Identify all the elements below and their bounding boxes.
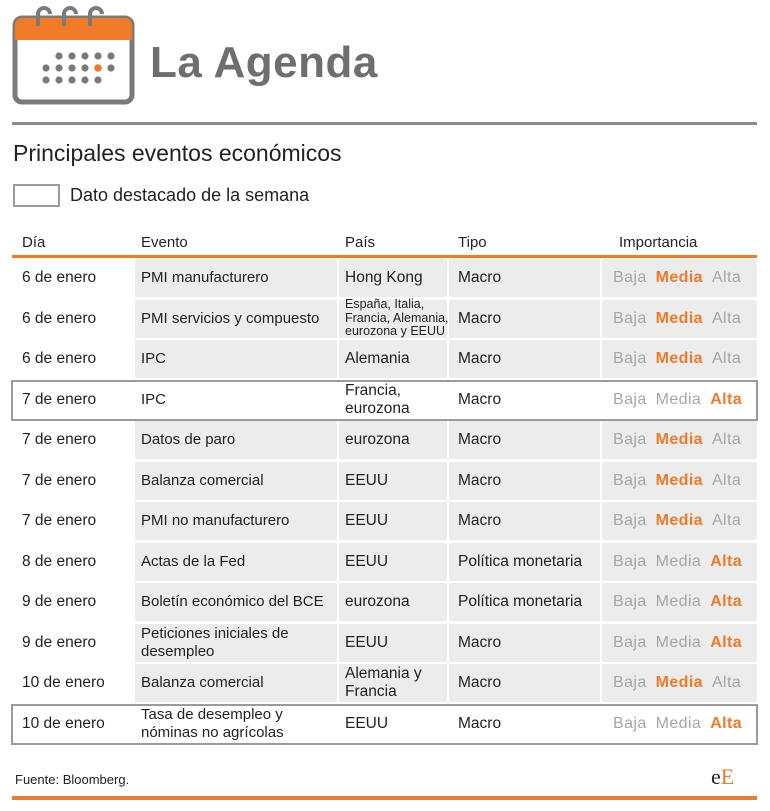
- table-row: [12, 259, 757, 300]
- source-note: Fuente: Bloomberg.: [15, 772, 130, 787]
- top-divider: [12, 122, 757, 125]
- cell-evento: Tasa de desempleo y nóminas no agrícolas: [141, 706, 284, 741]
- publisher-logo: [711, 764, 734, 790]
- cell-pais: EEUU: [345, 552, 389, 570]
- cell-evento: PMI no manufacturero: [141, 512, 290, 530]
- table-body: [12, 259, 757, 745]
- table-row: [12, 462, 757, 503]
- importance-alta: Alta: [710, 633, 743, 651]
- importance-baja: Baja: [613, 633, 647, 651]
- cell-evento: Datos de paro: [141, 431, 236, 449]
- importance-alta: Alta: [711, 431, 742, 448]
- importance-alta: Alta: [711, 471, 742, 489]
- cell-pais: EEUU: [345, 714, 389, 732]
- cell-dia: 10 de enero: [22, 674, 105, 692]
- cell-dia: 6 de enero: [22, 269, 97, 287]
- importance-baja: Baja: [613, 593, 647, 610]
- table-row: [12, 421, 757, 462]
- importance-baja: Baja: [613, 512, 647, 529]
- cell-dia: 9 de enero: [22, 593, 97, 611]
- importance-media: Media: [655, 471, 703, 489]
- cell-evento: Balanza comercial: [141, 674, 264, 692]
- cell-pais: EEUU: [345, 633, 389, 651]
- importance-baja: Baja: [613, 552, 647, 570]
- cell-tipo: Macro: [458, 350, 502, 368]
- cell-dia: 10 de enero: [22, 714, 105, 732]
- cell-evento: PMI manufacturero: [141, 269, 269, 287]
- column-header-pais: País: [345, 234, 376, 251]
- cell-dia: 6 de enero: [22, 350, 97, 368]
- cell-importancia: [613, 543, 742, 581]
- cell-dia: 8 de enero: [22, 552, 97, 570]
- importance-alta: Alta: [711, 674, 742, 691]
- importance-alta: Alta: [710, 593, 743, 610]
- importance-alta: Alta: [711, 269, 742, 286]
- importance-alta: Alta: [710, 714, 743, 732]
- cell-evento: Actas de la Fed: [141, 552, 246, 570]
- cell-importancia: [613, 381, 742, 419]
- cell-pais: EEUU: [345, 471, 389, 489]
- cell-dia: 7 de enero: [22, 431, 97, 449]
- table-row: [12, 296, 757, 341]
- legend-label: Dato destacado de la semana: [70, 185, 310, 205]
- cell-tipo: Macro: [458, 674, 502, 692]
- importance-baja: Baja: [613, 350, 647, 367]
- cell-pais: eurozona: [345, 593, 410, 611]
- cell-importancia: [613, 624, 742, 662]
- cell-evento: IPC: [141, 390, 167, 408]
- header: [0, 0, 770, 122]
- cell-dia: 6 de enero: [22, 309, 97, 327]
- importance-alta: Alta: [711, 512, 742, 529]
- cell-evento: IPC: [141, 350, 167, 368]
- cell-importancia: [613, 340, 741, 378]
- cell-dia: 7 de enero: [22, 471, 97, 489]
- cell-importancia: [613, 259, 741, 297]
- cell-tipo: Macro: [458, 512, 502, 530]
- cell-evento: Peticiones iniciales de desempleo: [141, 625, 289, 660]
- importance-media: Media: [655, 309, 703, 327]
- cell-tipo: Macro: [458, 269, 502, 287]
- legend-swatch: [13, 184, 60, 207]
- events-table: [12, 228, 757, 745]
- importance-media: Media: [655, 512, 703, 529]
- cell-tipo: Macro: [458, 633, 502, 651]
- table-row: [12, 624, 757, 665]
- table-row-highlighted: [12, 381, 757, 422]
- bottom-divider: [12, 796, 757, 800]
- table-row-highlighted: [12, 705, 757, 746]
- importance-media: Media: [655, 552, 702, 570]
- column-header-importancia: Importancia: [619, 234, 698, 251]
- importance-alta: Alta: [710, 552, 743, 570]
- importance-baja: Baja: [613, 431, 647, 448]
- importance-baja: Baja: [613, 471, 647, 489]
- importance-media: Media: [655, 674, 703, 691]
- cell-dia: 7 de enero: [22, 390, 97, 408]
- importance-baja: Baja: [613, 269, 647, 286]
- cell-importancia: [613, 421, 741, 459]
- cell-importancia: [613, 705, 742, 743]
- cell-evento: Boletín económico del BCE: [141, 593, 324, 611]
- importance-baja: Baja: [613, 674, 647, 691]
- cell-pais: España, Italia, Francia, Alemania, eurozona y EEUU: [345, 296, 449, 339]
- cell-importancia: [613, 583, 742, 621]
- cell-pais: Hong Kong: [345, 269, 423, 287]
- cell-tipo: Macro: [458, 309, 502, 327]
- importance-alta: Alta: [711, 350, 742, 367]
- cell-pais: EEUU: [345, 512, 389, 530]
- cell-pais: Francia, eurozona: [345, 381, 410, 417]
- table-row: [12, 664, 757, 705]
- cell-tipo: Macro: [458, 431, 502, 449]
- table-row: [12, 583, 757, 624]
- cell-dia: 7 de enero: [22, 512, 97, 530]
- importance-media: Media: [655, 390, 702, 408]
- cell-tipo: Política monetaria: [458, 552, 583, 570]
- importance-media: Media: [655, 714, 702, 732]
- cell-importancia: [613, 502, 741, 540]
- importance-media: Media: [655, 431, 703, 448]
- column-header-dia: Día: [22, 234, 46, 251]
- cell-pais: Alemania: [345, 350, 410, 368]
- cell-importancia: [613, 664, 741, 702]
- importance-alta: Alta: [710, 390, 743, 408]
- table-row: [12, 543, 757, 584]
- column-header-evento: Evento: [141, 234, 188, 251]
- cell-tipo: Macro: [458, 471, 502, 489]
- cell-tipo: Macro: [458, 390, 502, 408]
- cell-tipo: Política monetaria: [458, 593, 583, 611]
- cell-pais: Alemania y Francia: [345, 665, 422, 700]
- logo-letter-cap: E: [720, 764, 735, 789]
- cell-tipo: Macro: [458, 714, 502, 732]
- table-row: [12, 340, 757, 381]
- importance-baja: Baja: [613, 714, 647, 732]
- cell-importancia: [613, 462, 741, 500]
- table-header: [12, 228, 757, 258]
- cell-importancia: [613, 300, 741, 338]
- importance-media: Media: [655, 269, 703, 286]
- importance-media: Media: [655, 593, 702, 610]
- table-row: [12, 502, 757, 543]
- importance-baja: Baja: [613, 390, 647, 408]
- importance-media: Media: [655, 350, 703, 367]
- column-header-tipo: Tipo: [458, 234, 487, 251]
- calendar-icon: [12, 6, 136, 106]
- importance-media: Media: [655, 633, 702, 651]
- cell-evento: PMI servicios y compuesto: [141, 309, 320, 327]
- cell-evento: Balanza comercial: [141, 471, 264, 489]
- cell-dia: 9 de enero: [22, 633, 97, 651]
- logo-letter-e: e: [711, 764, 721, 789]
- importance-baja: Baja: [613, 309, 647, 327]
- importance-alta: Alta: [711, 309, 742, 327]
- section-title: Principales eventos económicos: [13, 140, 342, 166]
- cell-pais: eurozona: [345, 431, 410, 449]
- page-title: La Agenda: [150, 38, 378, 87]
